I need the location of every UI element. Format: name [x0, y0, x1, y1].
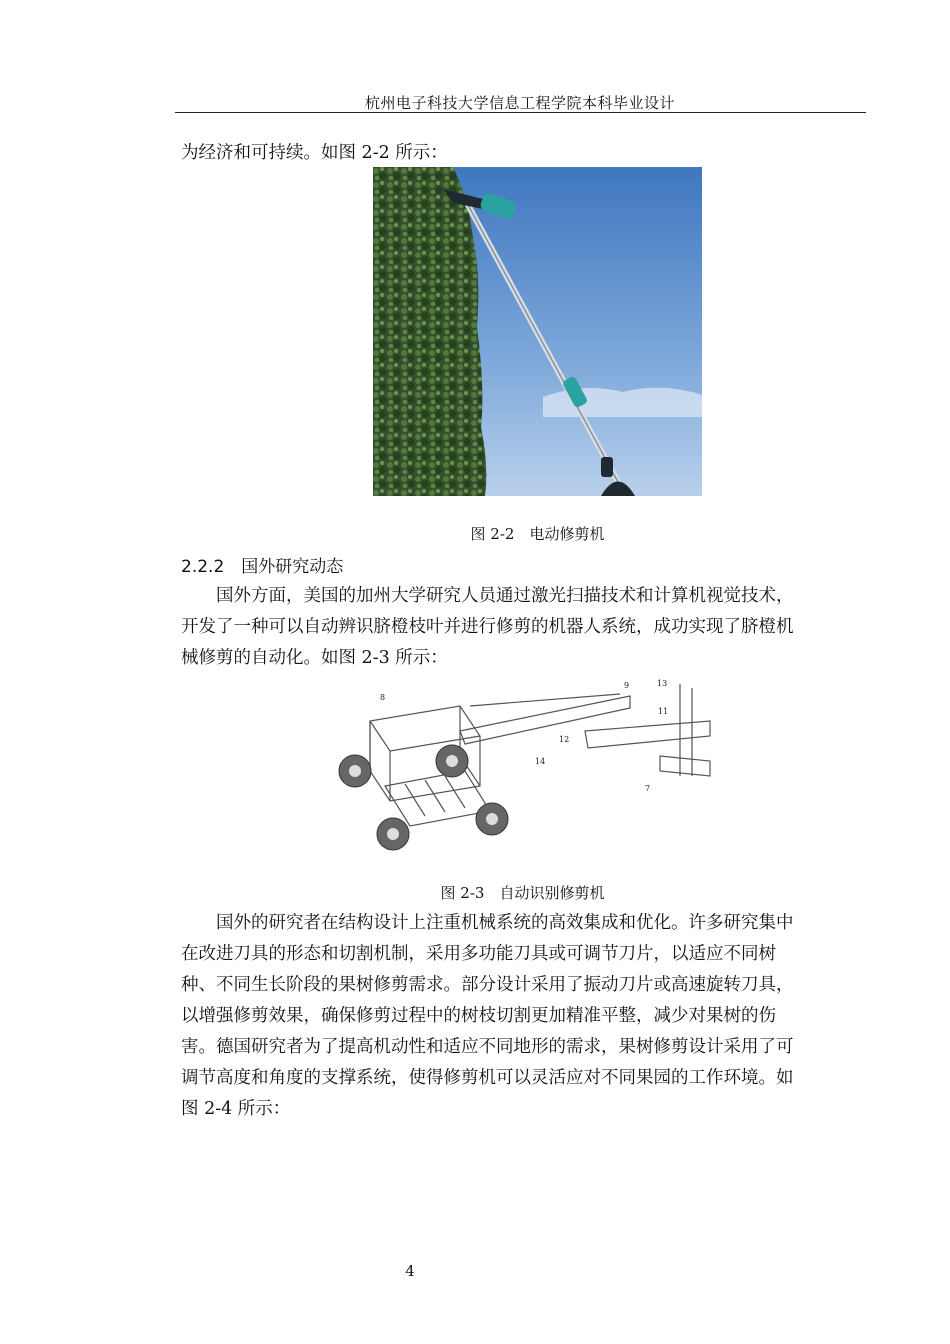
- paragraph-2-line: 种、不同生长阶段的果树修剪需求。部分设计采用了振动刀片或高速旋转刀具，: [181, 975, 794, 995]
- paragraph-2-line: 以增强修剪效果，确保修剪过程中的树枝切割更加精准平整，减少对果树的伤: [181, 1006, 776, 1026]
- paragraph-2-line: 国外的研究者在结构设计上注重机械系统的高效集成和优化。许多研究集中: [181, 913, 794, 933]
- boom-arm: [460, 696, 630, 744]
- part-label: 13: [657, 679, 668, 688]
- cart-base: [385, 771, 490, 826]
- hedge: [373, 167, 486, 496]
- cutter-bar: [585, 721, 710, 748]
- vertical-mast: [680, 684, 692, 776]
- paragraph-2-line: 调节高度和角度的支撑系统，使得修剪机可以灵活应对不同果园的工作环境。如: [181, 1068, 794, 1088]
- boom-support: [470, 694, 620, 706]
- figure-2-2-photo: [373, 167, 702, 496]
- paragraph-2-line: 害。德国研究者为了提高机动性和适应不同地形的需求，果树修剪设计采用了可: [181, 1037, 794, 1057]
- cart-slats: [405, 776, 465, 816]
- section-heading: 2.2.2 国外研究动态: [181, 557, 344, 577]
- wheel-hub: [349, 765, 361, 777]
- part-label: 12: [559, 735, 570, 744]
- paragraph-1-line: 开发了一种可以自动辨识脐橙枝叶并进行修剪的机器人系统，成功实现了脐橙机: [181, 617, 794, 637]
- wheel-hub: [446, 755, 458, 767]
- page-header-title: 杭州电子科技大学信息工程学院本科毕业设计: [364, 94, 675, 112]
- figure-2-3-caption: 图 2-3 自动识别修剪机: [440, 884, 605, 902]
- part-label: 11: [658, 707, 669, 716]
- part-label: 14: [535, 757, 546, 766]
- part-label: 9: [624, 681, 630, 690]
- hedge-trimmer-illustration: [373, 167, 702, 496]
- intro-line: [181, 138, 865, 169]
- paragraph-1-line: 械修剪的自动化。如图 2-3 所示：: [181, 648, 448, 668]
- paragraph-2-line: 图 2-4 所示：: [181, 1099, 291, 1119]
- part-label: 7: [645, 784, 651, 793]
- figure-2-3-drawing: [330, 676, 715, 859]
- paragraph-1-line: 国外方面，美国的加州大学研究人员通过激光扫描技术和计算机视觉技术，: [181, 586, 794, 606]
- pruning-machine-illustration: [330, 676, 715, 859]
- figure-2-2-caption: 图 2-2 电动修剪机: [470, 525, 605, 543]
- trimmer-handle: [601, 457, 613, 477]
- paragraph-2: [181, 908, 865, 1125]
- paragraph-2-line: 在改进刀具的形态和切割机制，采用多功能刀具或可调节刀片，以适应不同树: [181, 944, 776, 964]
- wheel-hub: [486, 813, 498, 825]
- part-label: 8: [380, 693, 386, 702]
- wheel-hub: [387, 828, 399, 840]
- intro-line-text: 为经济和可持续。如图 2-2 所示：: [181, 143, 448, 163]
- paragraph-1: [181, 581, 865, 674]
- page-number: 4: [405, 1262, 415, 1280]
- cutter-head: [660, 756, 710, 776]
- header-rule: [175, 112, 866, 113]
